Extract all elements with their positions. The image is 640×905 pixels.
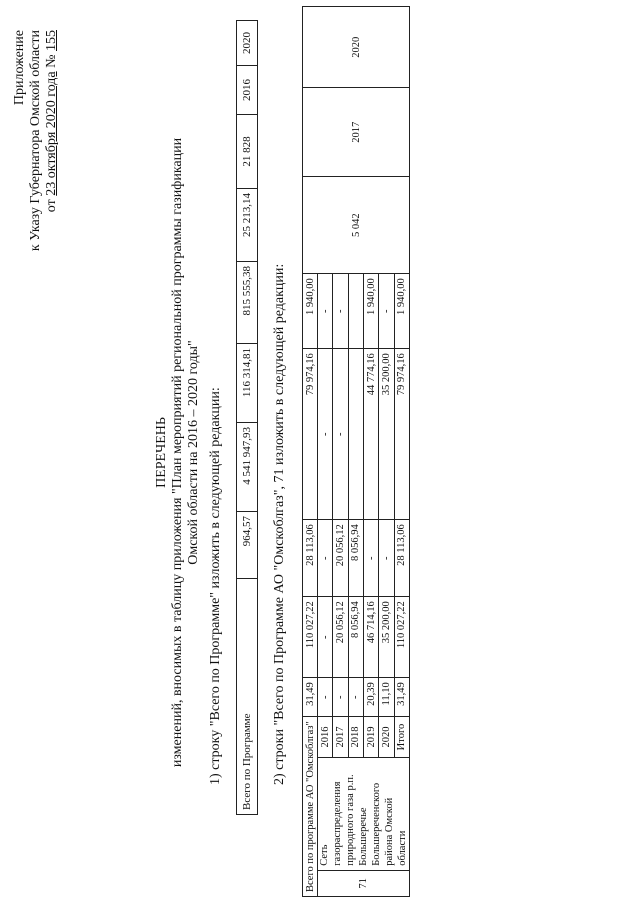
table-cell — [348, 274, 363, 349]
table-cell: 1 940,00 — [394, 274, 409, 349]
table-cell: - — [348, 678, 363, 717]
table-cell: Сеть газораспределения природного газа р.п. Большеречье Большереченского района Омской области — [318, 757, 410, 870]
document-title — [154, 0, 202, 905]
table-cell: - — [363, 520, 378, 597]
table-cell: 4 541 947,93 — [237, 423, 258, 512]
table-cell: 1 940,00 — [303, 274, 318, 349]
table-cell: 79 974,16 — [394, 349, 409, 520]
table-cell: Итого — [394, 717, 409, 758]
title-heading: ПЕРЕЧЕНЬ — [154, 417, 169, 488]
section1-intro: 1) строку "Всего по Программе" изложить в следующей редакции: — [208, 387, 223, 785]
appendix-date-line: от 23 октября 2020 года № 155 — [44, 30, 59, 213]
table-cell: 2017 — [333, 717, 348, 758]
table-cell: 2020 — [237, 21, 258, 66]
appendix-number: 155 — [44, 30, 59, 51]
table-cell: - — [379, 520, 394, 597]
appendix-line2: к Указу Губернатора Омской области — [28, 30, 43, 252]
table-cell: - — [318, 678, 333, 717]
table-cell: 79 974,16 — [303, 349, 318, 520]
title-line2: Омской области на 2016 – 2020 годы" — [186, 340, 201, 565]
table-cell: 28 113,06 — [303, 520, 318, 597]
table-cell: 8 056,94 — [348, 520, 363, 597]
table-cell: 2016 — [237, 66, 258, 115]
omskoblgaz-table — [302, 6, 410, 897]
table-cell: 21 828 — [237, 115, 258, 189]
table-cell: - — [318, 520, 333, 597]
section2-intro: 2) строки "Всего по Программе АО "Омскоблгаз", 71 изложить в следующей редакции: — [272, 263, 287, 785]
table-cell: - — [333, 678, 348, 717]
appendix-block — [12, 30, 60, 251]
table-cell: 46 714,16 — [363, 597, 378, 678]
table-cell: 5 042 — [303, 177, 410, 274]
table-cell: - — [333, 349, 348, 520]
table-cell: 20 056,12 — [333, 597, 348, 678]
table-cell: - — [318, 597, 333, 678]
table-cell: 31,49 — [303, 678, 318, 717]
table-cell: 25 213,14 — [237, 189, 258, 262]
table-row — [303, 7, 318, 897]
table-cell: 116 314,81 — [237, 344, 258, 423]
table-cell: 2017 — [303, 88, 410, 177]
table-cell: 964,57 — [237, 512, 258, 579]
table-cell: Всего по Программе — [237, 579, 258, 815]
table-row — [237, 21, 258, 815]
program-total-table — [236, 20, 258, 815]
table-cell: - — [318, 274, 333, 349]
table-cell: 8 056,94 — [348, 597, 363, 678]
table-cell: 11,10 — [379, 678, 394, 717]
table-cell: 110 027,22 — [303, 597, 318, 678]
table-cell — [348, 349, 363, 520]
table-cell: 20,39 — [363, 678, 378, 717]
table-cell: - — [379, 274, 394, 349]
table-cell: 20 056,12 — [333, 520, 348, 597]
table-cell: 2020 — [379, 717, 394, 758]
table-cell: - — [333, 274, 348, 349]
table-cell: 2020 — [303, 7, 410, 88]
appendix-date: 23 октября 2020 года — [44, 71, 59, 196]
table-cell: 110 027,22 — [394, 597, 409, 678]
table-cell: 28 113,06 — [394, 520, 409, 597]
table-cell: 2018 — [348, 717, 363, 758]
table-cell: Всего по программе АО "Омскоблгаз" — [303, 717, 318, 897]
title-line1: изменений, вносимых в таблицу приложения "План мероприятий региональной программы газификации — [170, 137, 185, 768]
table-cell: - — [318, 349, 333, 520]
table-cell: 35 200,00 — [379, 597, 394, 678]
table-cell: 815 555,38 — [237, 262, 258, 344]
table-cell: 35 200,00 — [379, 349, 394, 520]
appendix-line1: Приложение — [12, 30, 27, 106]
table-cell: 1 940,00 — [363, 274, 378, 349]
table-cell: 2016 — [318, 717, 333, 758]
table-cell: 44 774,16 — [363, 349, 378, 520]
table-cell: 2019 — [363, 717, 378, 758]
table-cell: 71 — [318, 870, 410, 896]
table-cell: 31,49 — [394, 678, 409, 717]
